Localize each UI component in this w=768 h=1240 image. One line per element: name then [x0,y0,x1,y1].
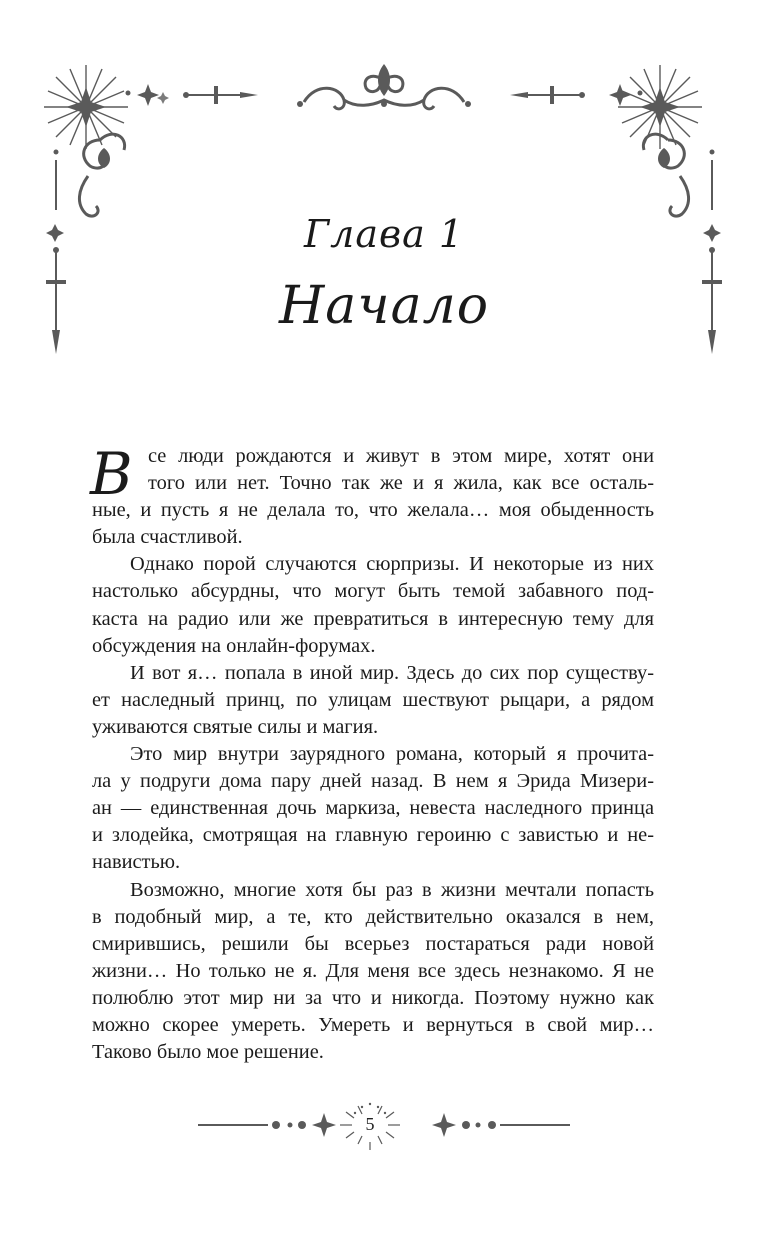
star-icon [157,92,169,104]
paragraph [92,660,654,741]
star-icon [312,1113,336,1137]
chapter-body [90,440,654,1066]
text-line: обсуждения на онлайн-форумах. [92,634,376,657]
paragraph [92,877,654,1067]
text-line: навистью. [92,851,181,874]
page-number: 5 [365,1114,375,1134]
text-line: Это мир внутри заурядного романа, который я прочита- [130,743,654,766]
text-line: в подобный мир, а те, кто действительно оказался в нем, [92,905,654,928]
chapter-title: Начало [278,276,490,336]
text-line: была счастливой. [92,526,243,549]
chapter-label: Глава 1 [303,212,465,256]
text-line: жизни… Но только не я. Для меня все здесь незнакомо. Я не [92,959,654,982]
drop-cap: В [90,440,133,508]
paragraph [92,551,654,659]
text-line: Таково было мое решение. [92,1041,324,1064]
text-line: и злодейка, смотрящая на главную героиню с завистью и не- [92,824,654,847]
text-line: каста на радио или же превратиться в интересную тему для [92,607,654,630]
text-line: уживаются святые силы и магия. [92,715,379,738]
text-line: ан — единственная дочь маркиза, невеста наследного принца [92,797,654,820]
text-line: ла у подруги дома пару дней назад. В нем я Эрида Мизери- [92,770,654,793]
star-icon [609,84,631,106]
text-line: ные, и пусть я не делала то, что желала… моя обыденность [92,499,654,522]
text-line: смирившись, решили бы всерьез постараться ради новой [92,932,654,955]
paragraph [92,741,654,876]
paragraph [90,440,654,551]
text-line: того или нет. Точно так же и я жила, как все осталь- [148,472,654,495]
text-line: Возможно, многие хотя бы раз в жизни мечтали попасть [130,878,654,901]
star-icon [432,1113,456,1137]
text-line: ет наследный принц, по улицам шествуют рыцари, а рядом [92,688,654,711]
starburst-icon [44,65,128,149]
text-line: полюблю этот мир ни за что и никогда. Поэтому нужно как [92,986,654,1009]
text-line: можно скорее умереть. Умереть и вернуться в свой мир… [92,1013,654,1036]
text-line: се люди рождаются и живут в этом мире, хотят они [148,445,654,467]
starburst-icon [618,65,702,149]
text-line: настолько абсурдны, что могут быть темой забавного под- [92,580,654,603]
text-line: И вот я… попала в иной мир. Здесь до сих пор существу- [130,661,654,684]
star-icon [137,84,159,106]
text-line: Однако порой случаются сюрпризы. И некоторые из них [130,553,654,576]
